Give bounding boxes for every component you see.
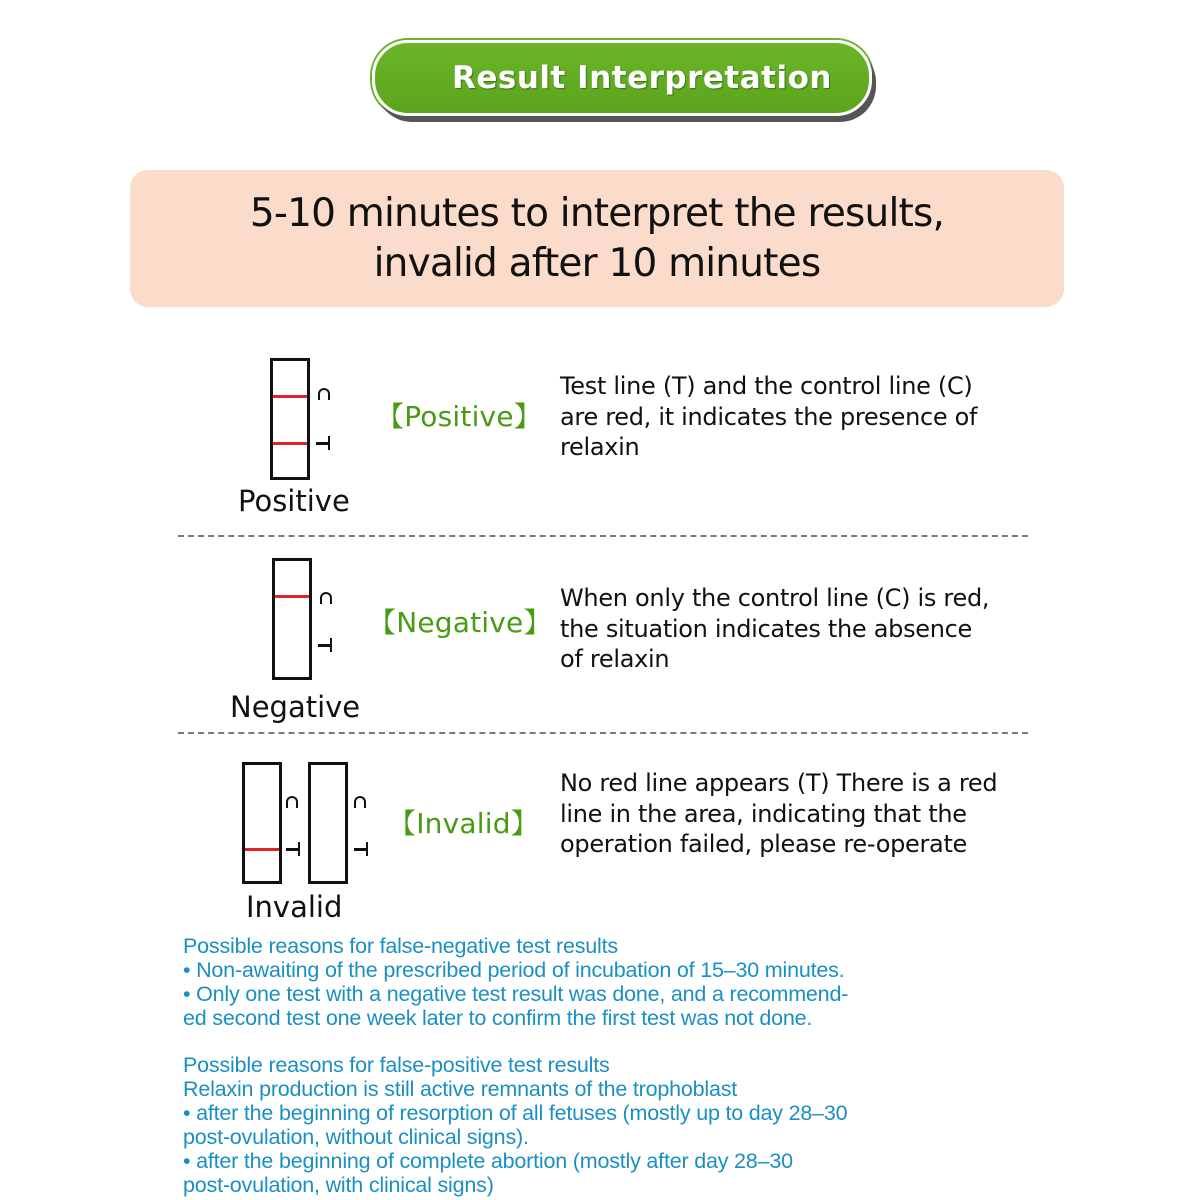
false-negative-line: • Only one test with a negative test result was done, and a recommend- [183,982,849,1006]
control-marker-icon [354,796,366,808]
strip-label-negative: Negative [230,690,361,724]
strip-label-invalid: Invalid [246,890,343,924]
description-line: Test line (T) and the control line (C) [560,372,973,400]
control-line-red [275,595,309,598]
result-tag-negative: 【Negative】 [368,606,552,639]
test-strip-invalid-a [242,762,282,884]
strip-label-positive: Positive [238,484,350,518]
section-divider [178,732,1028,734]
description-line: operation failed, please re-operate [560,830,968,858]
false-positive-line: post-ovulation, with clinical signs) [183,1173,494,1197]
control-marker-icon [318,388,330,400]
test-strip-negative [272,558,312,680]
description-line: line in the area, indicating that the [560,799,967,828]
test-line-red [273,442,307,445]
false-negative-heading: Possible reasons for false-negative test results [183,934,618,958]
result-tag-invalid: 【Invalid】 [388,807,539,840]
description-line: No red line appears (T) There is a red [560,769,998,797]
description-line: the situation indicates the absence [560,614,973,643]
control-line-red [273,395,307,398]
description-line: of relaxin [560,645,670,673]
test-marker-icon [316,435,332,451]
false-negative-notes [183,934,848,1030]
false-positive-line: • after the beginning of complete abortion (mostly after day 28–30 [183,1149,793,1173]
timing-notice-line2: invalid after 10 minutes [373,240,821,286]
description-line: are red, it indicates the presence of [560,402,978,431]
false-positive-line: • after the beginning of resorption of all fetuses (mostly up to day 28–30 [183,1101,848,1125]
section-divider [178,535,1028,537]
timing-notice [130,170,1064,307]
result-description-negative [560,583,989,675]
test-line-red [245,848,279,851]
false-positive-notes [183,1053,847,1197]
false-negative-line: ed second test one week later to confirm the first test was not done. [183,1006,813,1030]
test-strip-positive [270,358,310,480]
result-description-positive [560,371,977,463]
test-marker-icon [354,841,370,857]
control-marker-icon [286,796,298,808]
description-line: relaxin [560,433,640,461]
banner-title: Result Interpretation [452,60,832,96]
control-marker-icon [320,592,332,604]
false-negative-line: • Non-awaiting of the prescribed period of incubation of 15–30 minutes. [183,958,845,982]
false-positive-heading: Possible reasons for false-positive test results [183,1053,610,1077]
false-positive-line: post-ovulation, without clinical signs). [183,1125,529,1149]
result-description-invalid [560,768,997,860]
result-interpretation-banner [372,40,872,116]
test-strip-invalid-b [308,762,348,884]
test-marker-icon [286,841,302,857]
description-line: When only the control line (C) is red, [560,584,990,612]
false-positive-line: Relaxin production is still active remnants of the trophoblast [183,1077,738,1101]
test-marker-icon [318,637,334,653]
result-tag-positive: 【Positive】 [376,400,542,433]
timing-notice-line1: 5-10 minutes to interpret the results, [249,190,945,236]
